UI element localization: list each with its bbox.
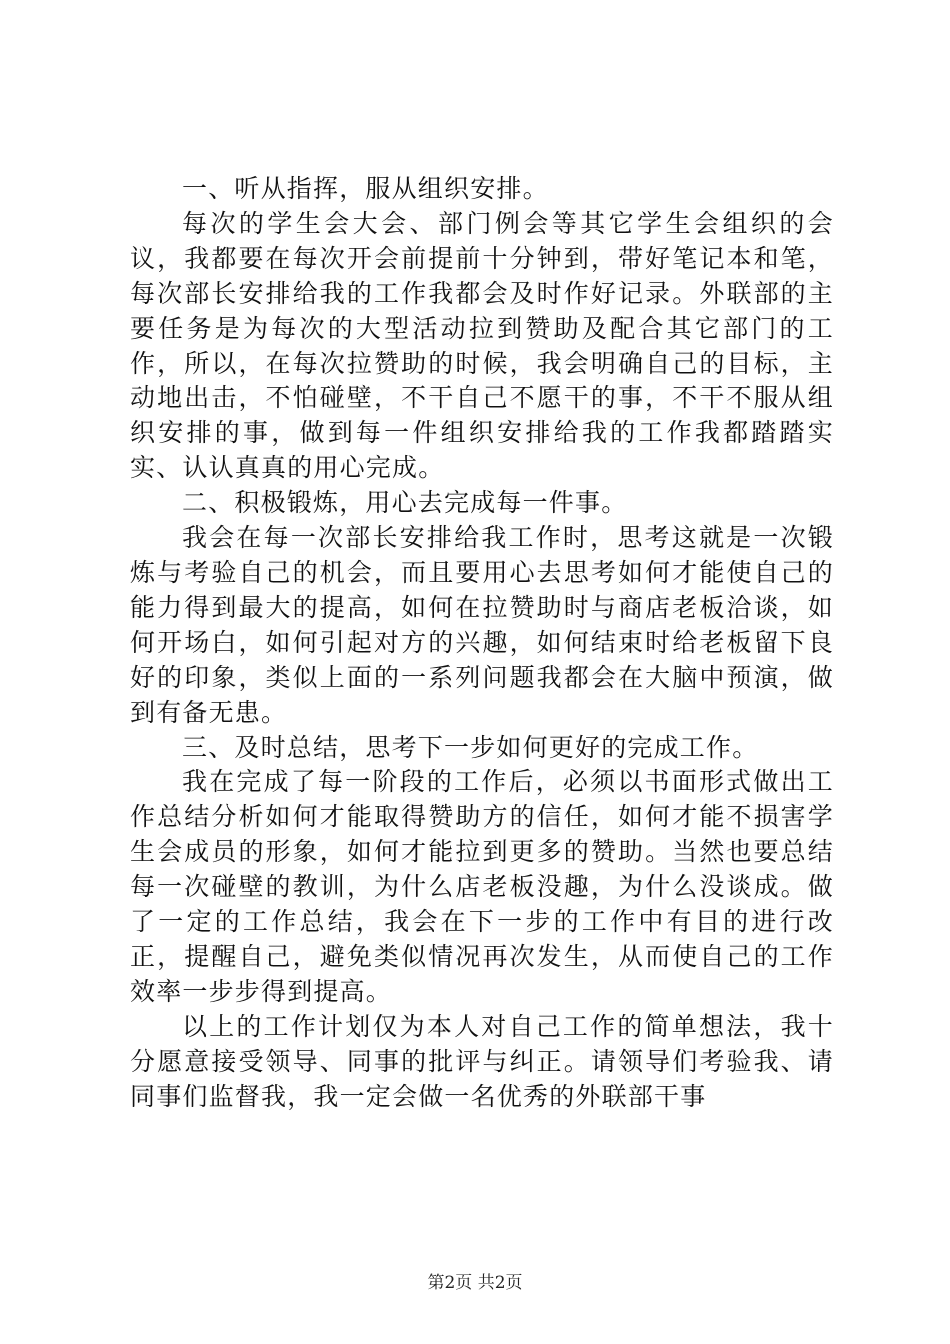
- heading-2: 二、积极锻炼，用心去完成每一件事。: [182, 488, 628, 518]
- paragraph-1: 每次的学生会大会、部门例会等其它学生会组织的会议，我都要在每次开会前提前十分钟到，带好笔记本和笔，每次部长安排给我的工作我都会及时作好记录。外联部的主要任务是为每次的大型活动拉到赞助及配合其它部门的工作，所以，在每次拉赞助的时候，我会明确自己的目标，主动地出击，不怕碰壁，不干自己不愿干的事，不干不服从组织安排的事，做到每一件组织安排给我的工作我都踏踏实实、认认真真的用心完成。: [130, 208, 834, 483]
- paragraph-closing: 以上的工作计划仅为本人对自己工作的简单想法，我十分愿意接受领导、同事的批评与纠正。请领导们考验我、请同事们监督我，我一定会做一名优秀的外联部干事: [130, 1011, 834, 1111]
- paragraph-3: 我在完成了每一阶段的工作后，必须以书面形式做出工作总结分析如何才能取得赞助方的信任，如何才能不损害学生会成员的形象，如何才能拉到更多的赞助。当然也要总结每一次碰壁的教训，为什么店老板没趣，为什么没谈成。做了一定的工作总结，我会在下一步的工作中有目的进行改正，提醒自己，避免类似情况再次发生，从而使自己的工作效率一步步得到提高。: [130, 767, 834, 1006]
- page-footer: 第2页 共2页: [427, 1273, 523, 1293]
- document-body: [130, 172, 834, 1114]
- heading-3: 三、及时总结，思考下一步如何更好的完成工作。: [182, 732, 759, 762]
- paragraph-2: 我会在每一次部长安排给我工作时，思考这就是一次锻炼与考验自己的机会，而且要用心去思考如何才能使自己的能力得到最大的提高，如何在拉赞助时与商店老板洽谈，如何开场白，如何引起对方的兴趣，如何结束时给老板留下良好的印象，类似上面的一系列问题我都会在大脑中预演，做到有备无患。: [130, 523, 834, 727]
- heading-1: 一、听从指挥，服从组织安排。: [182, 174, 549, 203]
